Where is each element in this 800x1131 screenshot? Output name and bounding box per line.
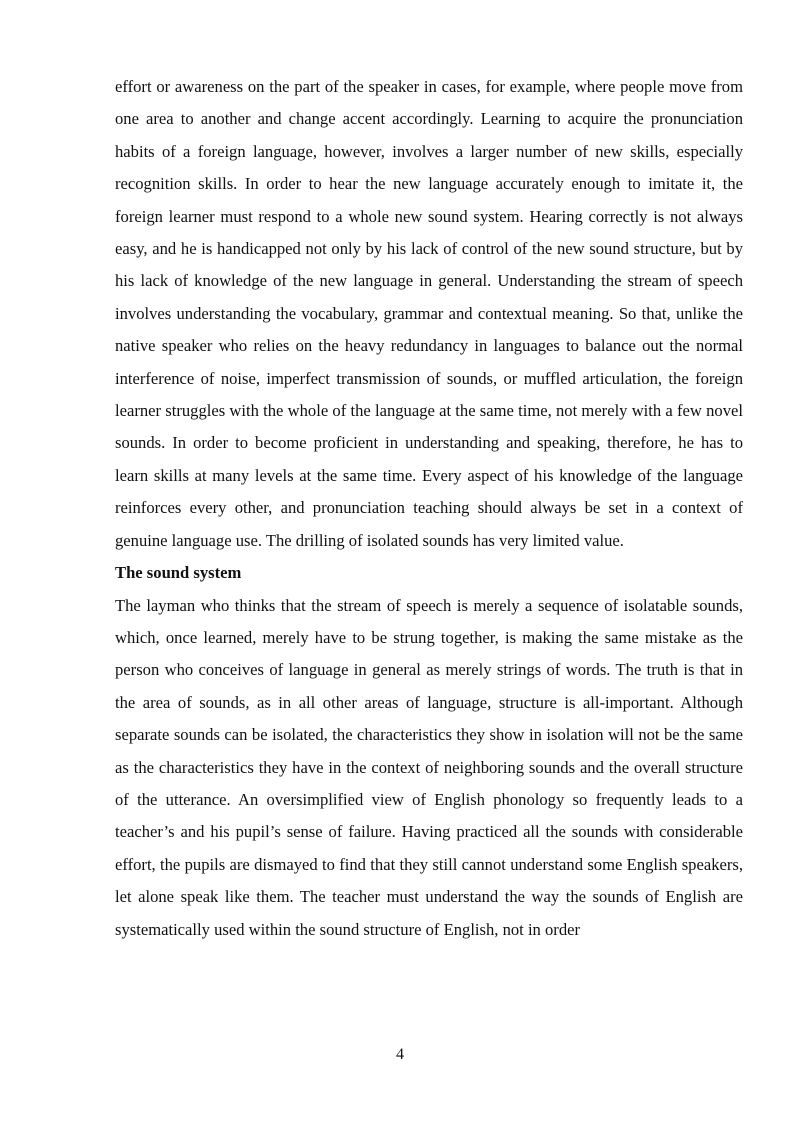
paragraph-continued: effort or awareness on the part of the speaker in cases, for example, where people move from one area to another and change accent accordingly. Learning to acquire the pronunciation habits of a foreign language, however, involves a larger number of new skills, especially recognition skills. In order to hear the new language accurately enough to imitate it, the foreign learner must respond to a whole new sound system. Hearing correctly is not always easy, and he is handicapped not only by his lack of control of the new sound structure, but by his lack of knowledge of the new language in general. Understanding the stream of speech involves understanding the vocabulary, grammar and contextual meaning. So that, unlike the native speaker who relies on the heavy redundancy in languages to balance out the normal interference of noise, imperfect transmission of sounds, or muffled articulation, the foreign learner struggles with the whole of the language at the same time, not merely with a few novel sounds. In order to become proficient in understanding and speaking, therefore, he has to learn skills at many levels at the same time. Every aspect of his knowledge of the language reinforces every other, and pronunciation teaching should always be set in a context of genuine language use. The drilling of isolated sounds has very limited value. [115, 77, 743, 550]
page-number: 4 [396, 1046, 404, 1063]
body-text [115, 71, 743, 946]
paragraph-sound-system: The layman who thinks that the stream of speech is merely a sequence of isolatable sounds, which, once learned, merely have to be strung together, is making the same mistake as the person who conceives of language in general as merely strings of words. The truth is that in the area of sounds, as in all other areas of language, structure is all-important. Although separate sounds can be isolated, the characteristics they show in isolation will not be the same as the characteristics they have in the context of neighboring sounds and the overall structure of the utterance. An oversimplified view of English phonology so frequently leads to a teacher’s and his pupil’s sense of failure. Having practiced all the sounds with considerable effort, the pupils are dismayed to find that they still cannot understand some English speakers, let alone speak like them. The teacher must understand the way the sounds of English are systematically used within the sound structure of English, not in order [115, 595, 743, 939]
section-heading: The sound system [115, 563, 242, 583]
